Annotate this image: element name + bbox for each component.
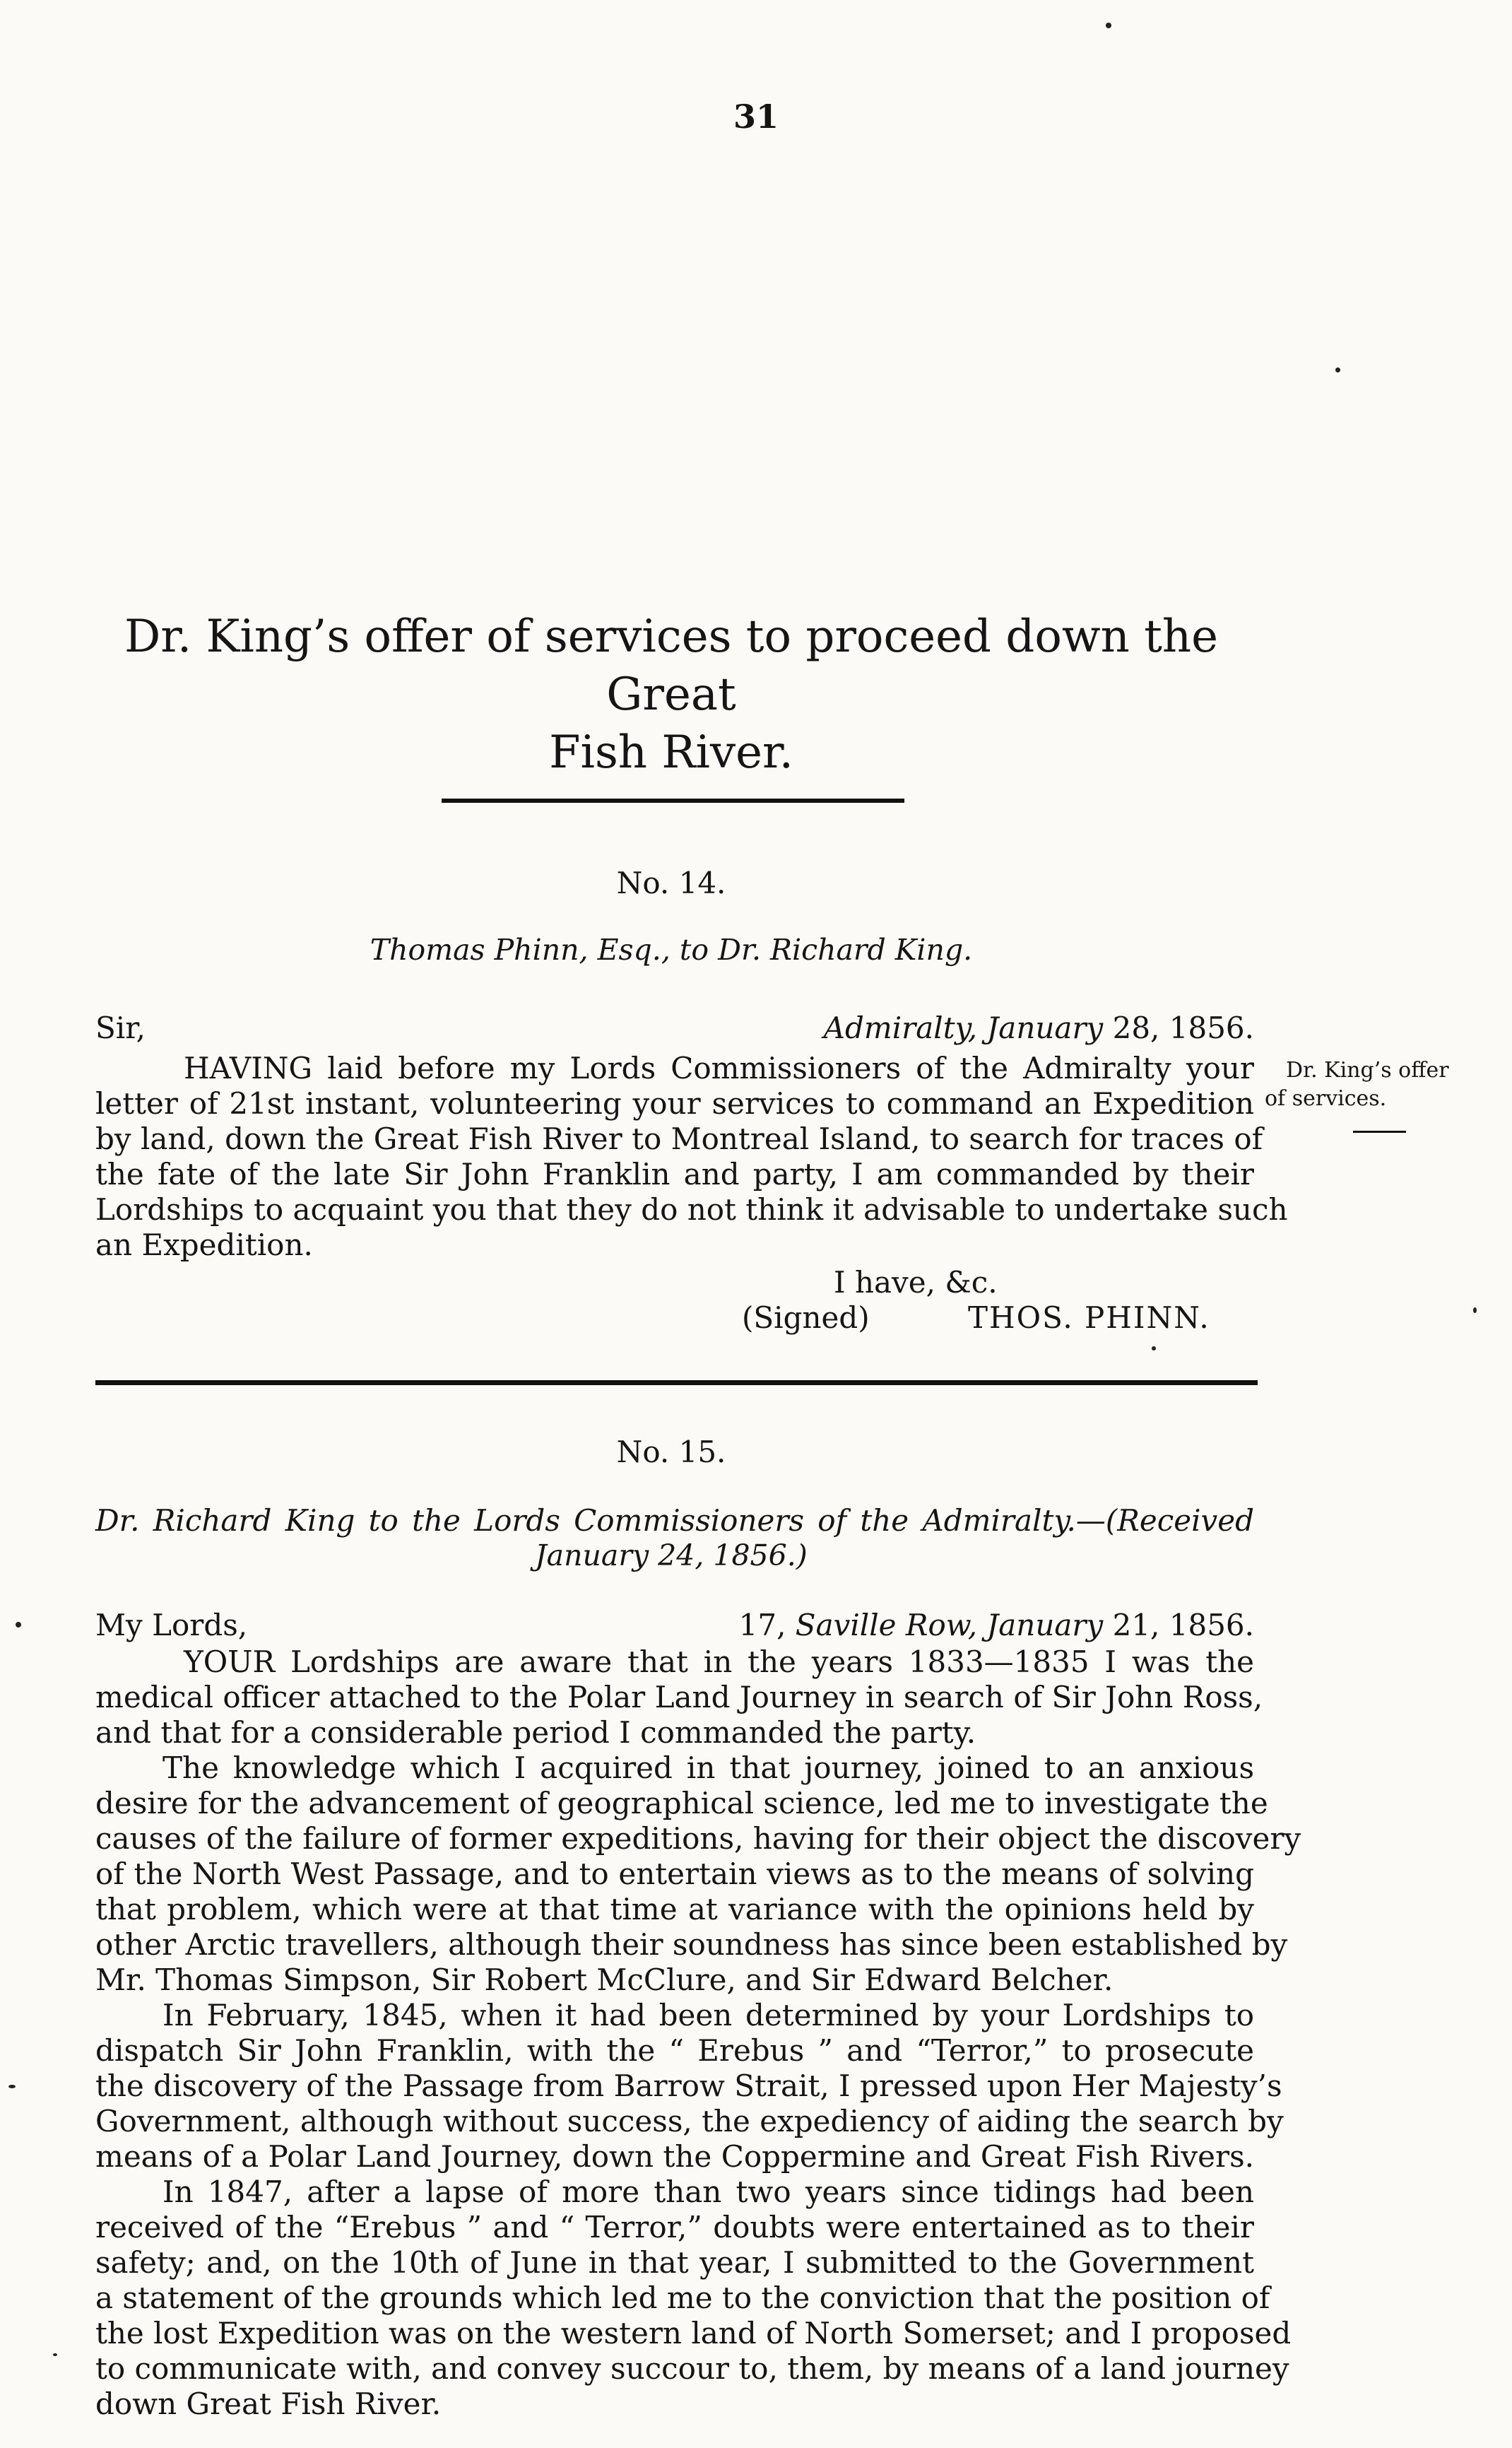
body-line: other Arctic travellers, although their soundness has since been established by	[95, 1927, 1288, 1962]
margin-note-line-2: of services.	[1265, 1086, 1387, 1111]
scan-speck	[53, 2353, 57, 2356]
title-divider	[442, 799, 904, 803]
body-line: desire for the advancement of geographical science, led me to investigate the	[95, 1786, 1268, 1820]
letter-14-dateline	[95, 1011, 1254, 1046]
page-number: 31	[733, 98, 779, 136]
body-line: of the North West Passage, and to entertain views as to the means of solving	[95, 1856, 1254, 1891]
letter-14-signed-label: (Signed)	[742, 1300, 870, 1335]
title-line-2: Fish River.	[549, 726, 793, 779]
body-line: the lost Expedition was on the western land of North Somerset; and I proposed	[95, 2316, 1292, 2350]
body-line: Mr. Thomas Simpson, Sir Robert McClure, and Sir Edward Belcher.	[95, 1962, 1114, 1997]
scan-speck	[1335, 367, 1340, 372]
margin-note-rule	[1353, 1131, 1406, 1133]
body-line: means of a Polar Land Journey, down the Coppermine and Great Fish Rivers.	[95, 2139, 1254, 2174]
letter-divider	[95, 1380, 1258, 1385]
letter-14-closing: I have, &c.	[834, 1265, 998, 1300]
letter-14-number: No. 14.	[616, 866, 726, 900]
body-line: Government, although without success, the expediency of aiding the search by	[95, 2104, 1284, 2138]
body-line: to communicate with, and convey succour to, them, by means of a land journey	[95, 2351, 1289, 2386]
letter-15-number: No. 15.	[616, 1435, 726, 1469]
letter-15-salutation: My Lords,	[95, 1608, 248, 1642]
body-line: and that for a considerable period I commanded the party.	[95, 1715, 976, 1750]
body-line: In 1847, after a lapse of more than two years since tidings had been	[163, 2175, 1254, 2209]
body-line: The knowledge which I acquired in that journey, joined to an anxious	[163, 1750, 1254, 1785]
letter-14-place: Admiralty,	[823, 1011, 978, 1045]
scan-speck	[1106, 23, 1111, 28]
body-line: by land, down the Great Fish River to Montreal Island, to search for traces of	[95, 1122, 1263, 1156]
scan-speck	[1152, 1346, 1156, 1350]
letter-14-signature: THOS. PHINN.	[968, 1300, 1210, 1335]
body-line: the discovery of the Passage from Barrow Strait, I pressed upon Her Majesty’s	[95, 2069, 1282, 2103]
body-line: that problem, which were at that time at variance with the opinions held by	[95, 1892, 1254, 1926]
address-number: 17,	[738, 1608, 786, 1642]
scan-speck	[16, 1622, 21, 1628]
body-line: received of the “Erebus ” and “ Terror,” doubts were entertained as to their	[95, 2210, 1254, 2244]
letter-15-from-line-2: January 24, 1856.)	[535, 1538, 808, 1572]
title-line-1: Dr. King’s offer of services to proceed down the Great	[124, 611, 1219, 721]
letter-15-address	[95, 1608, 1254, 1643]
body-line: an Expedition.	[95, 1228, 313, 1262]
letter-14-date: January 28, 1856.	[986, 1011, 1254, 1045]
scan-speck	[8, 2085, 16, 2088]
address-date: 21, 1856.	[1112, 1608, 1254, 1642]
body-line: Lordships to acquaint you that they do not think it advisable to undertake such	[95, 1192, 1288, 1227]
address-street: Saville Row, January	[795, 1608, 1104, 1642]
document-title	[85, 608, 1258, 782]
body-line: a statement of the grounds which led me to the conviction that the position of	[95, 2281, 1270, 2315]
letter-14-from: Thomas Phinn, Esq., to Dr. Richard King.	[370, 933, 973, 967]
body-line: HAVING laid before my Lords Commissioners of the Admiralty your	[184, 1051, 1254, 1085]
body-line: medical officer attached to the Polar Land Journey in search of Sir John Ross,	[95, 1680, 1263, 1714]
margin-note-line-1: Dr. King’s offer	[1286, 1058, 1449, 1083]
scan-speck	[1473, 1307, 1477, 1313]
body-line: dispatch Sir John Franklin, with the “ Erebus ” and “Terror,” to prosecute	[95, 2033, 1254, 2068]
letter-15-from-line-1: Dr. Richard King to the Lords Commissioners of the Admiralty.—(Received	[95, 1503, 1254, 1538]
body-line: letter of 21st instant, volunteering your services to command an Expedition	[95, 1086, 1254, 1121]
body-line: In February, 1845, when it had been determined by your Lordships to	[163, 1998, 1254, 2032]
body-line: the fate of the late Sir John Franklin and party, I am commanded by their	[95, 1157, 1254, 1191]
body-line: YOUR Lordships are aware that in the years 1833—1835 I was the	[184, 1644, 1254, 1679]
body-line: safety; and, on the 10th of June in that year, I submitted to the Government	[95, 2245, 1254, 2280]
body-line: causes of the failure of former expeditions, having for their object the discovery	[95, 1821, 1301, 1856]
letter-14-salutation: Sir,	[95, 1011, 146, 1045]
body-line: down Great Fish River.	[95, 2387, 442, 2421]
